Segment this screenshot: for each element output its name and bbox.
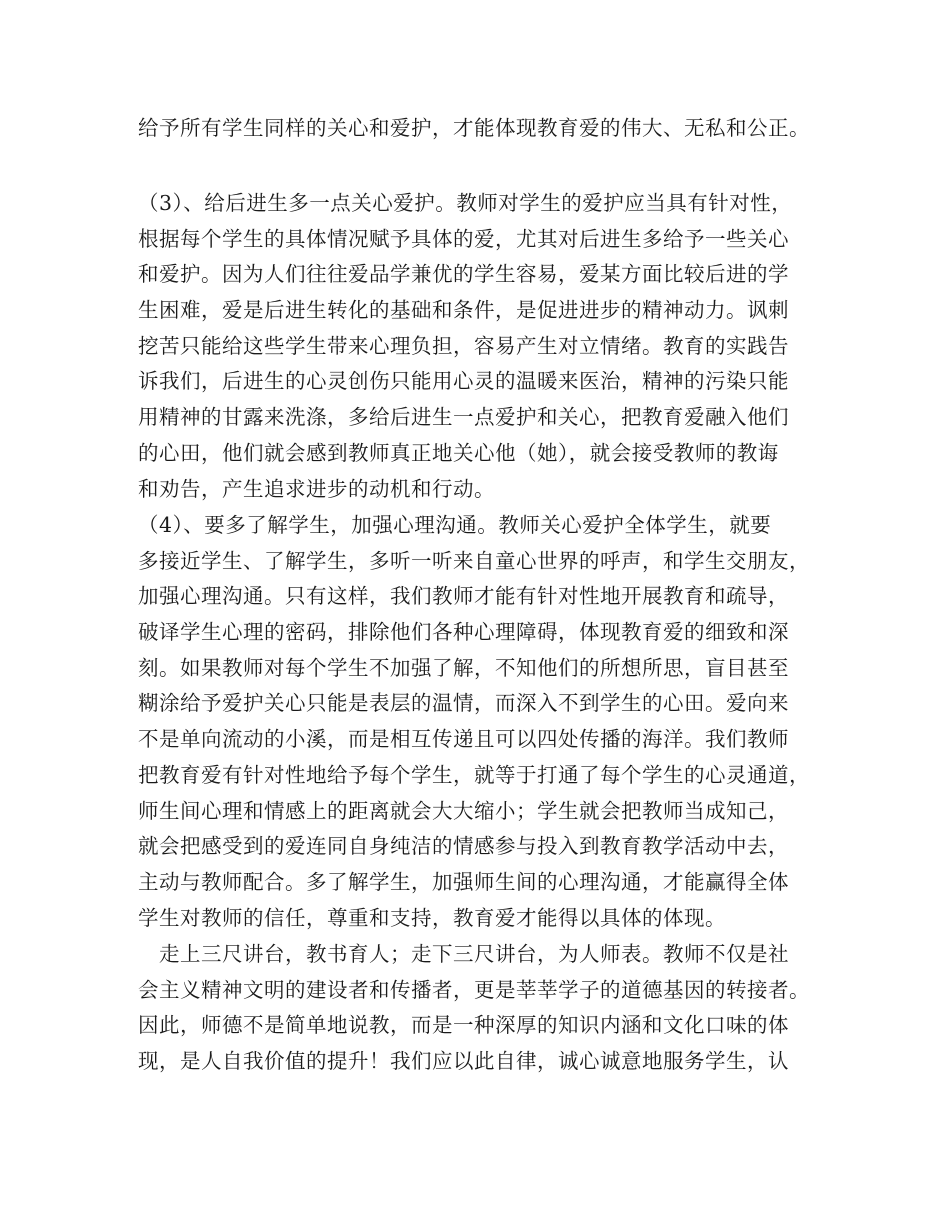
text-line: 诉我们，后进生的心灵创伤只能用心灵的温暖来医治，精神的污染只能: [138, 369, 789, 394]
text-line: 现，是人自我价值的提升！我们应以此自律，诚心诚意地服务学生，认: [138, 1049, 789, 1074]
paragraph-3: [138, 186, 828, 507]
text-line: 挖苦只能给这些学生带来心理负担，容易产生对立情绪。教育的实践告: [138, 333, 789, 358]
intro-paragraph: [138, 111, 828, 147]
text-line: （3）、给后进生多一点关心爱护。教师对学生的爱护应当具有针对性，: [138, 191, 793, 215]
text-line: 破译学生心理的密码，排除他们各种心理障碍，体现教育爱的细致和深: [138, 620, 789, 645]
text-line: 因此，师德不是简单地说教，而是一种深厚的知识内涵和文化口味的体: [138, 1013, 789, 1038]
conclusion-paragraph: [138, 937, 828, 1080]
text-line: 走上三尺讲台，教书育人；走下三尺讲台，为人师表。教师不仅是社: [138, 942, 789, 966]
text-line: 刻。如果教师对每个学生不加强了解，不知他们的所想所思，盲目甚至: [138, 655, 789, 680]
text-line: 会主义精神文明的建设者和传播者，更是莘莘学子的道德基因的转接者。: [138, 977, 810, 1002]
text-line: 加强心理沟通。只有这样，我们教师才能有针对性地开展教育和疏导，: [138, 584, 789, 609]
text-line: 给予所有学生同样的关心和爱护，才能体现教育爱的伟大、无私和公正。: [138, 116, 810, 140]
text-line: 和爱护。因为人们往往爱品学兼优的学生容易，爱某方面比较后进的学: [138, 262, 789, 287]
text-line: 就会把感受到的爱连同自身纯洁的情感参与投入到教育教学活动中去，: [138, 834, 789, 859]
text-line: 生困难，爱是后进生转化的基础和条件，是促进进步的精神动力。讽刺: [138, 298, 789, 323]
text-line: 和劝告，产生追求进步的动机和行动。: [138, 476, 495, 501]
text-line: 主动与教师配合。多了解学生，加强师生间的心理沟通，才能赢得全体: [138, 869, 789, 894]
text-line: （4）、要多了解学生，加强心理沟通。教师关心爱护全体学生，就要: [138, 513, 772, 537]
text-line: 把教育爱有针对性地给予每个学生，就等于打通了每个学生的心灵通道，: [138, 762, 810, 787]
text-line: 糊涂给予爱护关心只能是表层的温情，而深入不到学生的心田。爱向来: [138, 691, 789, 716]
text-line: 不是单向流动的小溪，而是相互传递且可以四处传播的海洋。我们教师: [138, 727, 789, 752]
text-line: 学生对教师的信任，尊重和支持，教育爱才能得以具体的体现。: [138, 905, 726, 930]
paragraph-4: [138, 508, 828, 936]
text-line: 根据每个学生的具体情况赋予具体的爱，尤其对后进生多给予一些关心: [138, 226, 789, 251]
text-line: 的心田，他们就会感到教师真正地关心他（她），就会接受教师的教诲: [138, 440, 779, 465]
text-line: 多接近学生、了解学生，多听一听来自童心世界的呼声，和学生交朋友，: [138, 548, 810, 573]
text-line: 用精神的甘露来洗涤，多给后进生一点爱护和关心，把教育爱融入他们: [138, 405, 789, 430]
text-line: 师生间心理和情感上的距离就会大大缩小；学生就会把教师当成知己，: [138, 798, 789, 823]
